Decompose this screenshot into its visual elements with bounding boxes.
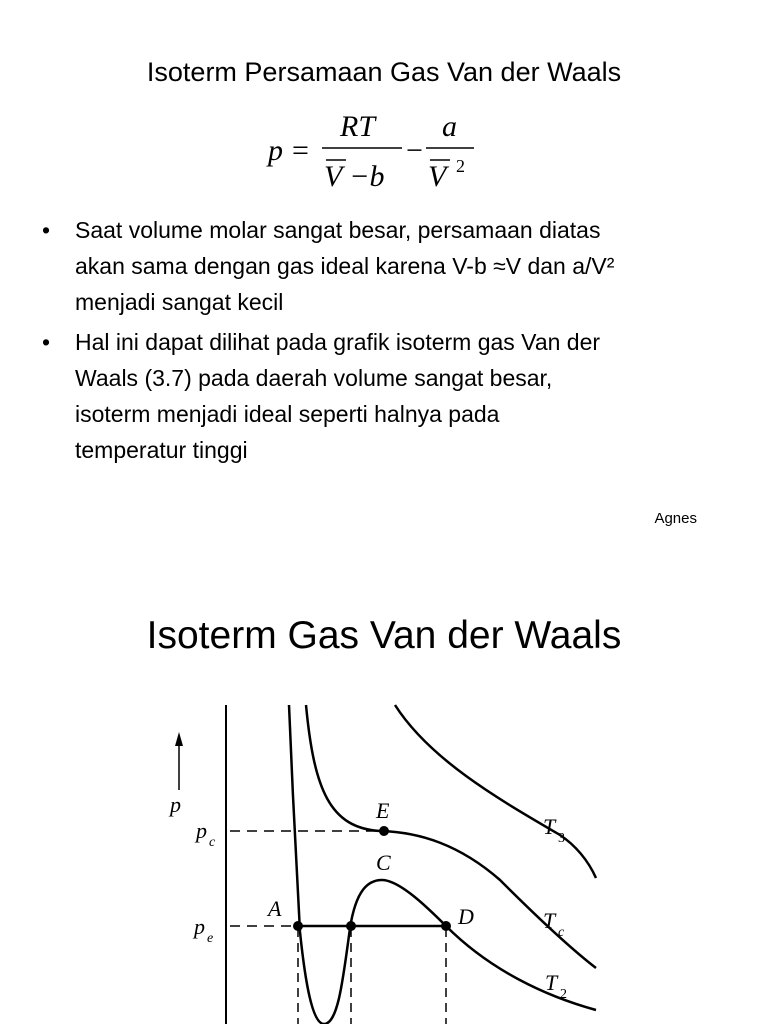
tc-label: T bbox=[543, 908, 556, 933]
point-b-marker bbox=[346, 921, 356, 931]
pc-label: p bbox=[196, 818, 207, 843]
formula-num-1: RT bbox=[340, 110, 376, 143]
t3-isotherm-curve bbox=[395, 705, 596, 878]
bullet-line: isoterm menjadi ideal seperti halnya pada bbox=[75, 401, 500, 427]
p-arrow-head bbox=[175, 732, 183, 746]
bullet-line: temperatur tinggi bbox=[75, 437, 248, 463]
formula-minus: − bbox=[406, 134, 423, 167]
bullet-item bbox=[42, 212, 732, 320]
slide-2 bbox=[0, 560, 768, 1024]
point-c-label: C bbox=[376, 850, 391, 875]
bullet-marker: • bbox=[42, 329, 51, 355]
bullet-line: akan sama dengan gas ideal karena V-b ≈V dan a/V² bbox=[75, 253, 615, 279]
tc-subscript: c bbox=[558, 925, 565, 940]
van-der-waals-formula bbox=[260, 102, 490, 194]
slide-2-title: Isoterm Gas Van der Waals bbox=[146, 614, 622, 657]
point-d-marker bbox=[441, 921, 451, 931]
pe-label: p bbox=[194, 914, 205, 939]
isotherm-diagram bbox=[0, 560, 768, 1024]
bullet-line: Waals (3.7) pada daerah volume sangat besar, bbox=[75, 365, 553, 391]
point-a-marker bbox=[293, 921, 303, 931]
t2-subscript: 2 bbox=[560, 987, 567, 1002]
t3-label: T bbox=[543, 814, 556, 839]
bullet-line: Hal ini dapat dilihat pada grafik isoterm gas Van der bbox=[75, 329, 601, 355]
formula-equals: = bbox=[292, 134, 309, 167]
formula-lhs: p bbox=[268, 134, 283, 167]
slide-1-title: Isoterm Persamaan Gas Van der Waals bbox=[146, 57, 622, 87]
bullet-marker: • bbox=[42, 217, 51, 243]
formula-den-2: V bbox=[428, 160, 447, 193]
point-e-marker bbox=[379, 826, 389, 836]
pc-subscript: c bbox=[209, 835, 216, 850]
point-e-label: E bbox=[376, 798, 390, 823]
pe-subscript: e bbox=[207, 931, 214, 946]
formula-num-2: a bbox=[442, 110, 457, 143]
bullet-line: Saat volume molar sangat besar, persamaan diatas bbox=[75, 217, 601, 243]
bullet-list bbox=[42, 212, 732, 472]
formula-den-1: V −b bbox=[324, 160, 385, 193]
point-a-label: A bbox=[268, 896, 282, 921]
t2-label: T bbox=[545, 970, 558, 995]
author-label: Agnes bbox=[654, 510, 697, 527]
point-d-label: D bbox=[458, 904, 474, 929]
t3-subscript: 3 bbox=[558, 831, 565, 846]
formula-den-2-exp: 2 bbox=[456, 156, 465, 176]
bullet-line: menjadi sangat kecil bbox=[75, 289, 284, 315]
p-axis-label: p bbox=[170, 792, 181, 817]
bullet-item bbox=[42, 324, 732, 468]
